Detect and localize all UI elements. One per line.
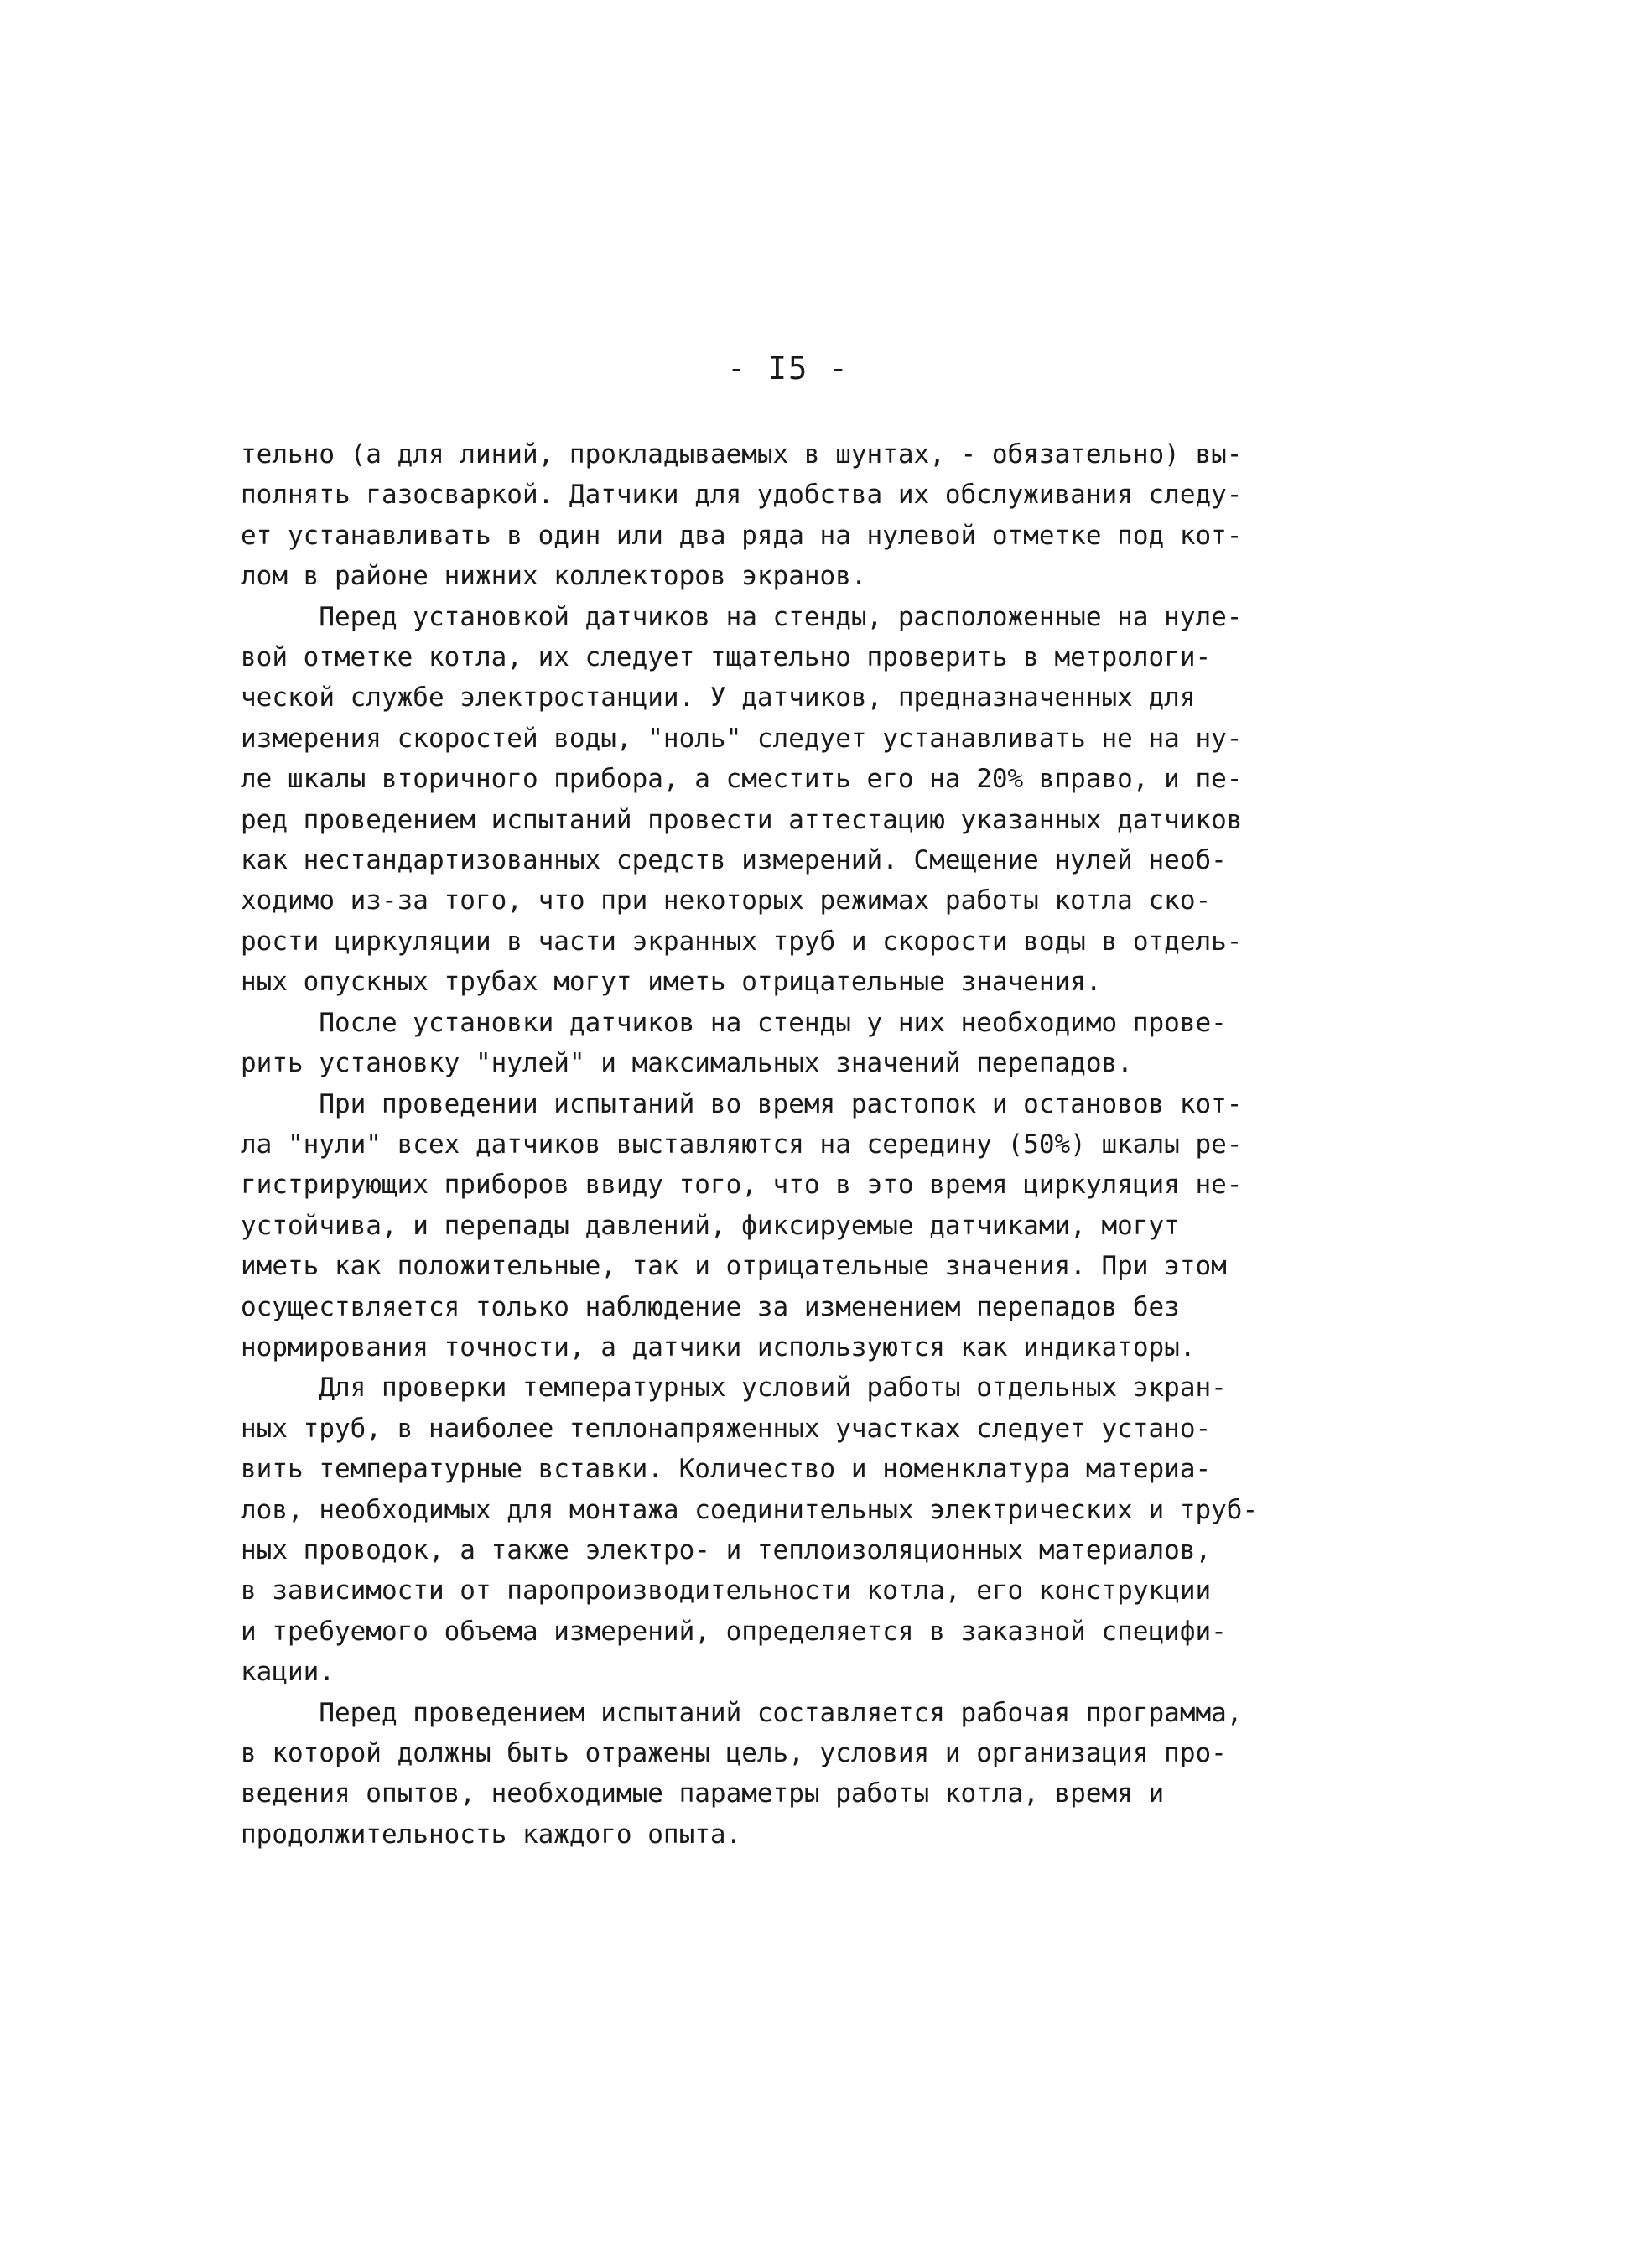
text-line: ходимо из-за того, что при некоторых режимах работы котла ско-: [241, 885, 1212, 916]
text-line: кации.: [241, 1657, 335, 1688]
body-text: [241, 434, 1331, 1855]
text-line: Перед проведением испытаний составляется рабочая программа,: [241, 1697, 1243, 1728]
text-line: в которой должны быть отражены цель, условия и организация про-: [241, 1738, 1227, 1768]
text-line: в зависимости от паропроизводительности котла, его конструкции: [241, 1575, 1212, 1607]
text-line: вой отметке котла, их следует тщательно проверить в метрологи-: [241, 642, 1212, 673]
text-line: и требуемого объема измерений, определяется в заказной специфи-: [241, 1616, 1227, 1647]
text-line: ческой службе электростанции. У датчиков, предназначенных для: [241, 683, 1196, 714]
text-line: рить установку "нулей" и максимальных значений перепадов.: [241, 1048, 1133, 1079]
text-line: как нестандартизованных средств измерений. Смещение нулей необ-: [241, 845, 1227, 876]
text-line: ных труб, в наиболее теплонапряженных участках следует устано-: [241, 1413, 1212, 1444]
text-line: ет устанавливать в один или два ряда на нулевой отметке под кот-: [241, 520, 1243, 551]
text-line: При проведении испытаний во время растопок и остановов кот-: [241, 1088, 1243, 1119]
text-line: ред проведением испытаний провести аттестацию указанных датчиков: [241, 804, 1243, 835]
text-line: нормирования точности, а датчики используются как индикаторы.: [241, 1331, 1196, 1363]
text-line: ле шкалы вторичного прибора, а сместить его на 20% вправо, и пе-: [241, 764, 1243, 795]
text-line: рости циркуляции в части экранных труб и скорости воды в отдель-: [241, 926, 1243, 957]
text-line: гистрирующих приборов ввиду того, что в это время циркуляция не-: [241, 1170, 1243, 1201]
text-line: Перед установкой датчиков на стенды, расположенные на нуле-: [241, 601, 1243, 632]
text-line: ла "нули" всех датчиков выставляются на середину (50%) шкалы ре-: [241, 1129, 1243, 1160]
text-line: иметь как положительные, так и отрицательные значения. При этом: [241, 1251, 1227, 1282]
text-line: тельно (а для линий, прокладываемых в шунтах, - обязательно) вы-: [241, 439, 1243, 470]
text-line: После установки датчиков на стенды у них необходимо прове-: [241, 1007, 1227, 1038]
text-line: осуществляется только наблюдение за изменением перепадов без: [241, 1291, 1180, 1322]
page-number: - I5 -: [727, 350, 849, 387]
text-line: лов, необходимых для монтажа соединительных электрических и труб-: [241, 1494, 1259, 1525]
text-line: Для проверки температурных условий работы отдельных экран-: [241, 1373, 1227, 1404]
text-line: измерения скоростей воды, "ноль" следует устанавливать не на ну-: [241, 723, 1243, 754]
text-line: вить температурные вставки. Количество и номенклатура материа-: [241, 1454, 1212, 1485]
text-line: ных опускных трубах могут иметь отрицательные значения.: [241, 967, 1102, 998]
text-line: лом в районе нижних коллекторов экранов.: [241, 561, 867, 592]
text-line: продолжительность каждого опыта.: [241, 1819, 742, 1850]
text-line: ведения опытов, необходимые параметры работы котла, время и: [241, 1778, 1165, 1809]
text-line: ных проводок, а также электро- и теплоизоляционных материалов,: [241, 1534, 1212, 1565]
text-line: полнять газосваркой. Датчики для удобства их обслуживания следу-: [241, 480, 1243, 511]
text-line: устойчива, и перепады давлений, фиксируемые датчиками, могут: [241, 1210, 1180, 1241]
